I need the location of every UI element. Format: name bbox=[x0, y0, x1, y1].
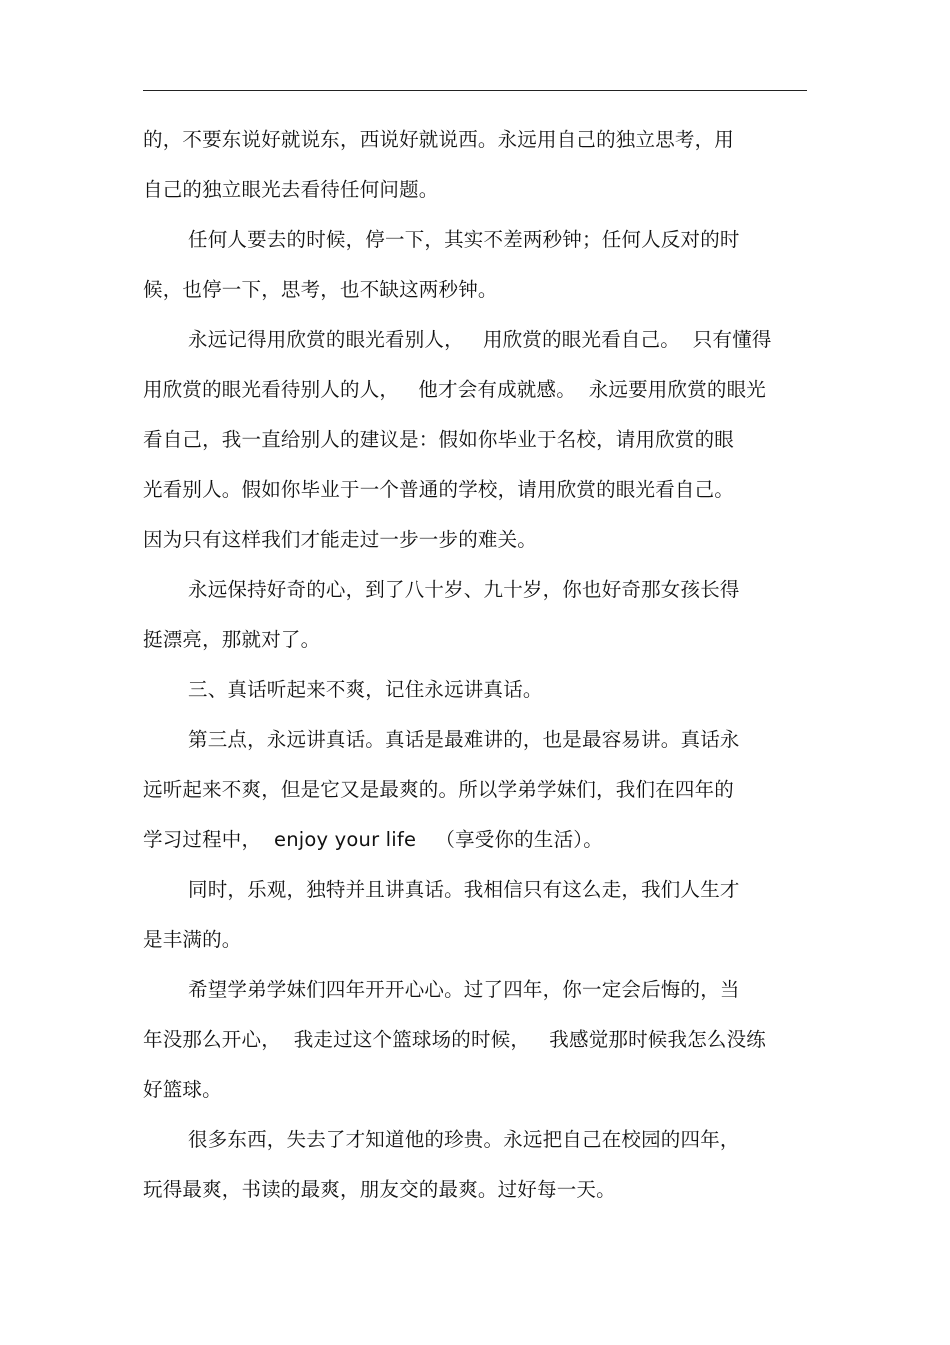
text-line: 是丰满的。 bbox=[143, 928, 242, 951]
text-line: 好篮球。 bbox=[143, 1078, 222, 1101]
paragraph-line: 很多东西，失去了才知道他的珍贵。永远把自己在校园的四年， bbox=[188, 1128, 740, 1151]
text-line: 玩得最爽，书读的最爽，朋友交的最爽。过好每一天。 bbox=[143, 1178, 616, 1201]
paragraph-line: 永远保持好奇的心，到了八十岁、九十岁，你也好奇那女孩长得 bbox=[188, 578, 740, 601]
paragraph-line: 同时，乐观，独特并且讲真话。我相信只有这么走，我们人生才 bbox=[188, 878, 740, 901]
text-line: 因为只有这样我们才能走过一步一步的难关。 bbox=[143, 528, 538, 551]
text-line: 用欣赏的眼光看待别人的人， 他才会有成就感。 永远要用欣赏的眼光 bbox=[143, 378, 766, 401]
paragraph-line: 任何人要去的时候，停一下，其实不差两秒钟；任何人反对的时 bbox=[188, 228, 740, 251]
paragraph-line: 永远记得用欣赏的眼光看别人， 用欣赏的眼光看自己。 只有懂得 bbox=[188, 328, 772, 351]
paragraph-line: 希望学弟学妹们四年开开心心。过了四年，你一定会后悔的，当 bbox=[188, 978, 740, 1001]
text-line: 自己的独立眼光去看待任何问题。 bbox=[143, 178, 439, 201]
header-rule bbox=[143, 90, 807, 91]
text-line: 候，也停一下，思考，也不缺这两秒钟。 bbox=[143, 278, 498, 301]
text-line: 挺漂亮，那就对了。 bbox=[143, 628, 321, 651]
text-line: 光看别人。假如你毕业于一个普通的学校，请用欣赏的眼光看自己。 bbox=[143, 478, 735, 501]
text-line: 看自己，我一直给别人的建议是：假如你毕业于名校，请用欣赏的眼 bbox=[143, 428, 735, 451]
section-heading: 三、真话听起来不爽，记住永远讲真话。 bbox=[188, 678, 543, 701]
paragraph-line: 第三点，永远讲真话。真话是最难讲的，也是最容易讲。真话永 bbox=[188, 728, 740, 751]
text-line: 年没那么开心， 我走过这个篮球场的时候， 我感觉那时候我怎么没练 bbox=[143, 1028, 766, 1051]
text-line: 的，不要东说好就说东，西说好就说西。永远用自己的独立思考，用 bbox=[143, 128, 735, 151]
text-line: 远听起来不爽，但是它又是最爽的。所以学弟学妹们，我们在四年的 bbox=[143, 778, 735, 801]
text-line: 学习过程中， enjoy your life （享受你的生活）。 bbox=[143, 828, 603, 851]
